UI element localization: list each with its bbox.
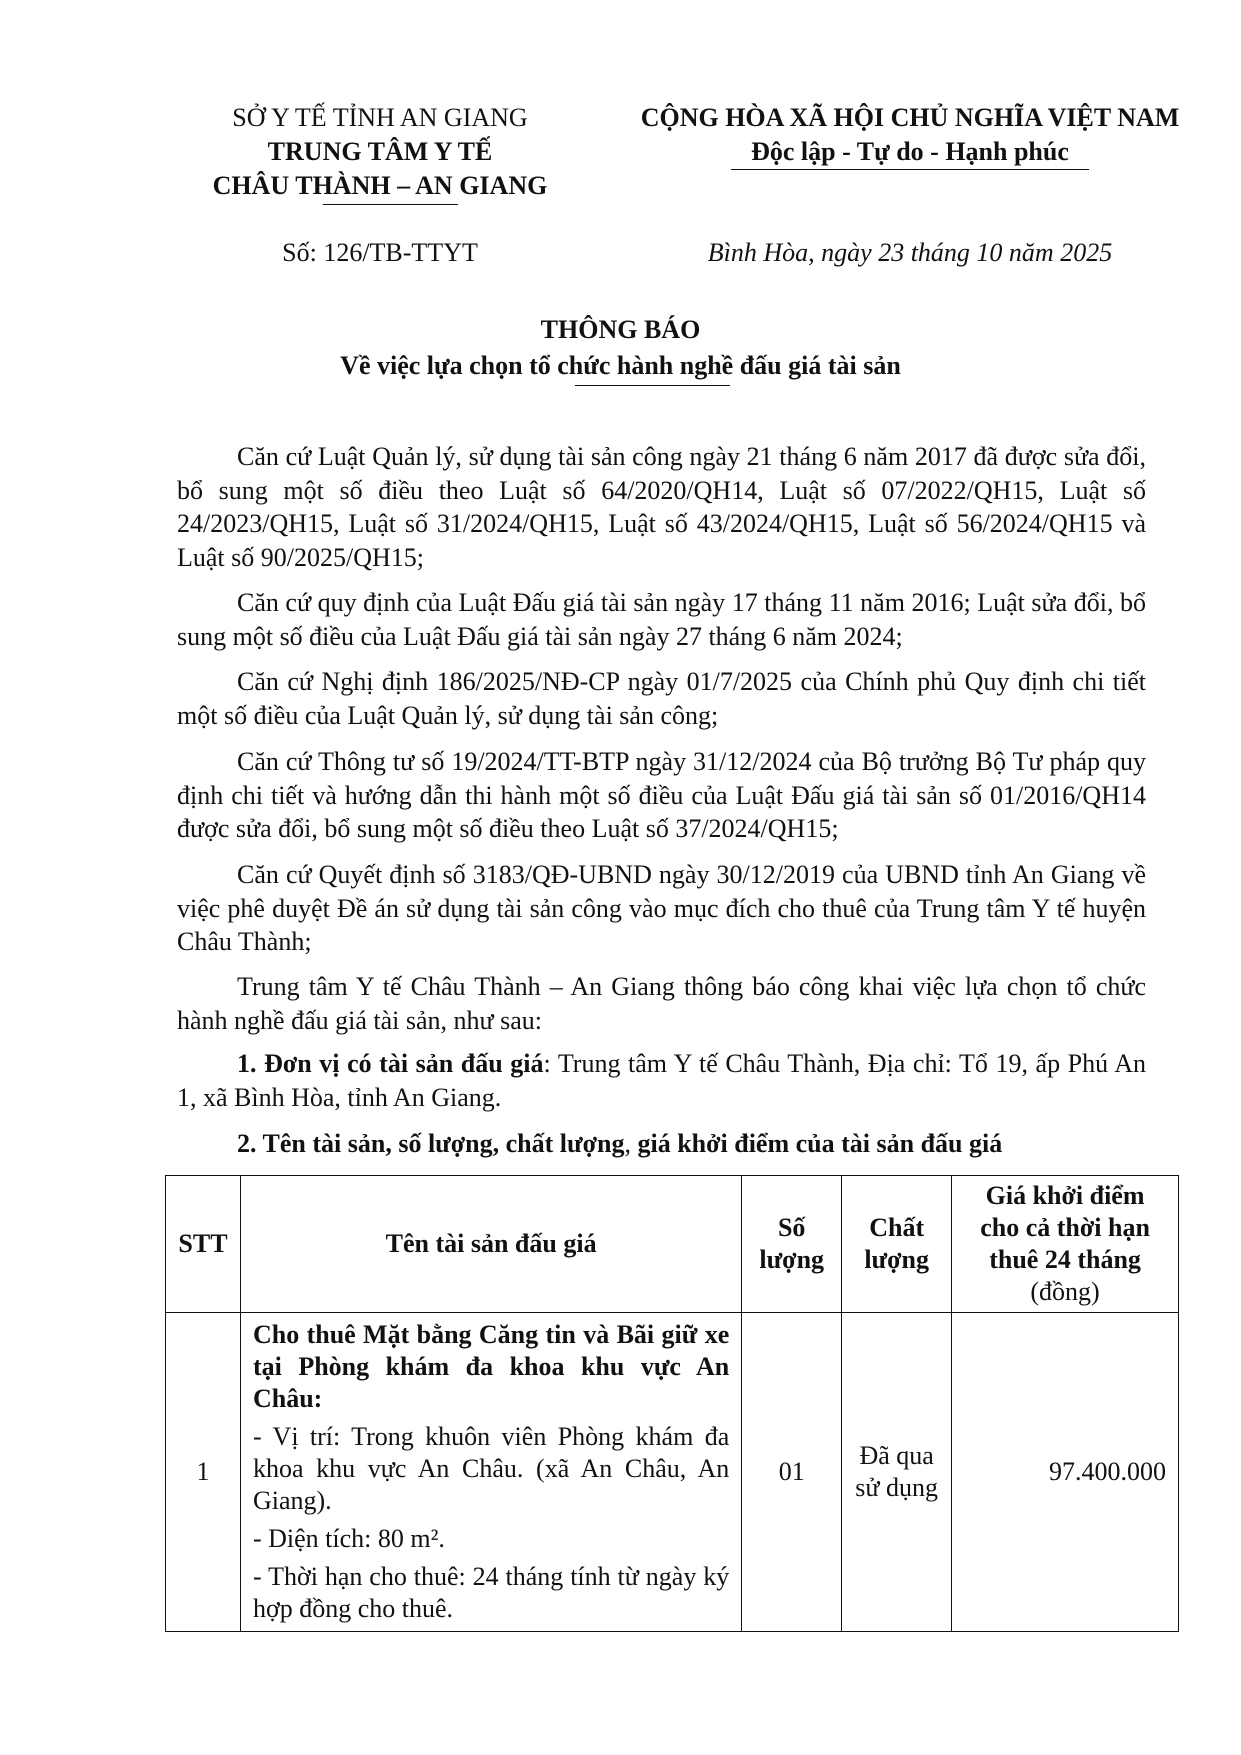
header-price-line3: thuê 24 tháng xyxy=(989,1245,1141,1274)
motto: Độc lập - Tự do - Hạnh phúc xyxy=(751,137,1069,166)
row-asset-name xyxy=(240,1313,741,1632)
header-quality-line1: Chất xyxy=(869,1213,925,1242)
document-number: Số: 126/TB-TTYT xyxy=(282,238,478,267)
header-price-line1: Giá khởi điểm xyxy=(985,1181,1145,1210)
country-name: CỘNG HÒA XÃ HỘI CHỦ NGHĨA VIỆT NAM xyxy=(640,103,1180,132)
section-1-label: 1. Đơn vị có tài sản đấu giá xyxy=(237,1049,544,1078)
row-quantity: 01 xyxy=(742,1313,842,1632)
legal-basis-public-assets-law: Căn cứ Luật Quản lý, sử dụng tài sản công ngày 21 tháng 6 năm 2017 đã được sửa đổi, bổ sung một số điều theo Luật số 64/2020/QH14, Luật số 07/2022/QH15, Luật số 24/2023/QH15, Luật số 31/2024/QH15, Luật số 43/2024/QH15, Luật số 56/2024/QH15 và Luật số 90/2025/QH15; xyxy=(177,442,1146,572)
asset-area: - Diện tích: 80 m². xyxy=(252,1524,445,1553)
header-price-line2: cho cả thời hạn xyxy=(980,1213,1150,1242)
legal-basis-auction-law: Căn cứ quy định của Luật Đấu giá tài sản ngày 17 tháng 11 năm 2016; Luật sửa đổi, bổ sung một số điều của Luật Đấu giá tài sản ngày 27 tháng 6 năm 2024; xyxy=(177,588,1146,651)
header-asset-name: Tên tài sản đấu giá xyxy=(240,1176,741,1313)
announcement-intro: Trung tâm Y tế Châu Thành – An Giang thông báo công khai việc lựa chọn tổ chức hành nghề đấu giá tài sản, như sau: xyxy=(177,972,1146,1035)
notice-subtitle: Về việc lựa chọn tổ chức hành nghề đấu giá tài sản xyxy=(340,351,901,380)
motto-underline xyxy=(731,169,1089,170)
header-starting-price xyxy=(952,1176,1179,1313)
asset-title: Cho thuê Mặt bằng Căng tin và Bãi giữ xe tại Phòng khám đa khoa khu vực An Châu: xyxy=(252,1320,730,1413)
legal-basis-circular: Căn cứ Thông tư số 19/2024/TT-BTP ngày 31/12/2024 của Bộ trưởng Bộ Tư pháp quy định chi tiết và hướng dẫn thi hành một số điều của Luật Đấu giá tài sản số 01/2016/QH14 được sửa đổi, bổ sung một số điều theo Luật số 37/2024/QH15; xyxy=(177,747,1146,843)
legal-basis-decree: Căn cứ Nghị định 186/2025/NĐ-CP ngày 01/7/2025 của Chính phủ Quy định chi tiết một số điều của Luật Quản lý, sử dụng tài sản công; xyxy=(177,667,1146,730)
issuer-center: TRUNG TÂM Y TẾ xyxy=(267,137,493,166)
row-quality-line1: Đã qua xyxy=(859,1441,934,1470)
row-starting-price: 97.400.000 xyxy=(952,1313,1179,1632)
issuer-department: SỞ Y TẾ TỈNH AN GIANG xyxy=(232,103,528,132)
header-quality-line2: lượng xyxy=(864,1245,929,1274)
issuer-district: CHÂU THÀNH – AN GIANG xyxy=(212,171,548,200)
section-1 xyxy=(177,1047,1146,1114)
row-stt: 1 xyxy=(166,1313,241,1632)
header-quantity-line2: lượng xyxy=(759,1245,825,1274)
section-2-separator: , xyxy=(624,1129,631,1158)
header-quantity xyxy=(742,1176,842,1313)
section-1-text: : Trung tâm Y tế Châu Thành, Địa chỉ: Tổ 19, ấp Phú An 1, xã Bình Hòa, tỉnh An Giang. xyxy=(177,1049,1147,1112)
place-and-date: Bình Hòa, ngày 23 tháng 10 năm 2025 xyxy=(707,238,1113,267)
auction-asset-table xyxy=(165,1175,1179,1632)
header-stt: STT xyxy=(166,1176,241,1313)
header-quantity-line1: Số xyxy=(777,1213,806,1242)
section-2-label-b: giá khởi điểm của tài sản đấu giá xyxy=(630,1129,1003,1158)
notice-title: THÔNG BÁO xyxy=(540,315,701,344)
issuer-block xyxy=(160,101,600,203)
row-quality-line2: sử dụng xyxy=(855,1473,939,1502)
national-motto-block xyxy=(610,101,1210,169)
table-header-row xyxy=(166,1176,1179,1313)
header-quality xyxy=(842,1176,952,1313)
issuer-underline xyxy=(323,204,458,205)
asset-term: - Thời hạn cho thuê: 24 tháng tính từ ngày ký hợp đồng cho thuê. xyxy=(252,1562,730,1623)
title-underline xyxy=(575,385,730,386)
section-2-heading xyxy=(177,1127,1146,1161)
legal-basis-decision: Căn cứ Quyết định số 3183/QĐ-UBND ngày 30/12/2019 của UBND tỉnh An Giang về việc phê duyệt Đề án sử dụng tài sản công vào mục đích cho thuê của Trung tâm Y tế huyện Châu Thành; xyxy=(177,860,1146,956)
section-2-label-a: 2. Tên tài sản, số lượng, chất lượng xyxy=(237,1129,625,1158)
header-price-unit: (đồng) xyxy=(1030,1277,1100,1306)
row-quality xyxy=(842,1313,952,1632)
table-row xyxy=(166,1313,1179,1632)
asset-location: - Vị trí: Trong khuôn viên Phòng khám đa khoa khu vực An Châu. (xã An Châu, An Giang). xyxy=(252,1422,730,1515)
